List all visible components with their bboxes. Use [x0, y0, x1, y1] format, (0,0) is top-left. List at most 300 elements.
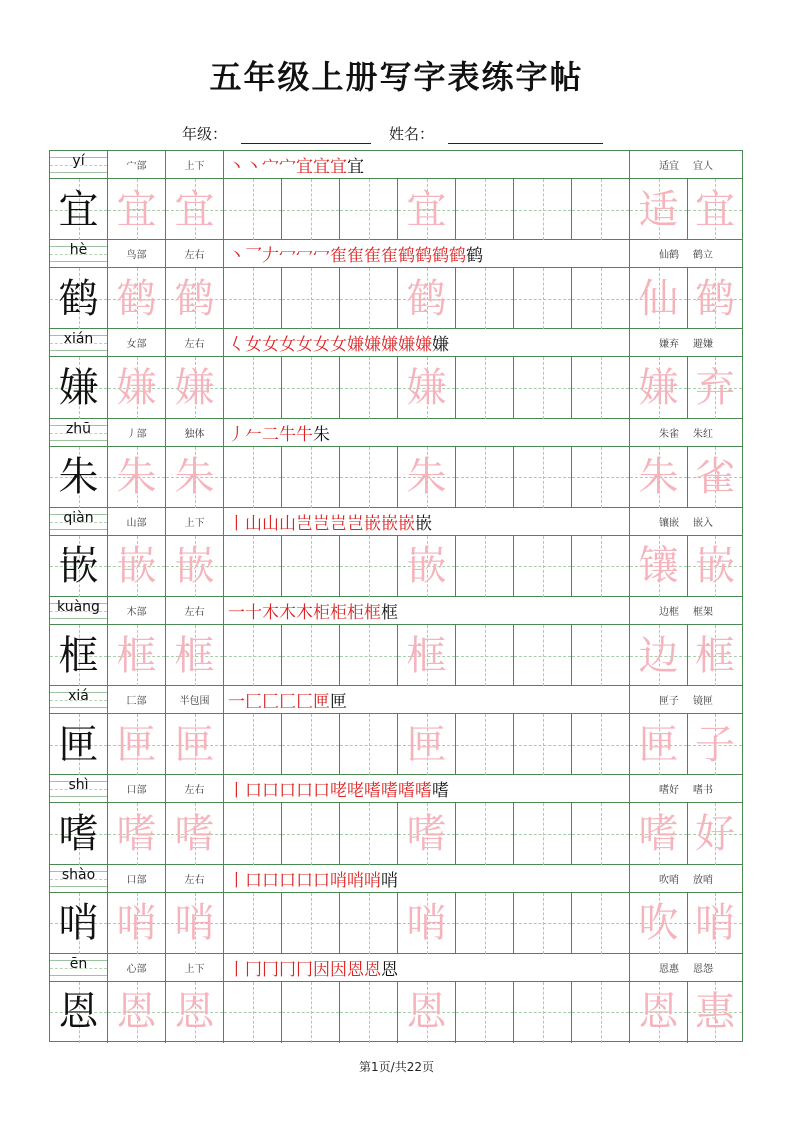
writing-grid-cell[interactable] [50, 536, 108, 597]
writing-grid-cell[interactable] [50, 803, 108, 864]
writing-grid-cell[interactable] [224, 625, 282, 686]
writing-grid-cell[interactable] [456, 982, 514, 1043]
stroke-step: 嵌 [381, 513, 398, 534]
trace-character: 朱 [406, 454, 447, 501]
writing-grid-cell[interactable] [456, 357, 514, 418]
structure: 左右 [166, 775, 224, 802]
writing-grid-cell[interactable] [456, 268, 514, 329]
writing-grid-cell[interactable] [166, 447, 224, 508]
writing-grid-cell[interactable] [456, 803, 514, 864]
writing-grid-cell[interactable] [166, 536, 224, 597]
model-character: 嗜 [58, 810, 99, 857]
stroke-step: 柜 [313, 603, 330, 623]
stroke-step: 岂 [330, 513, 347, 534]
writing-grid-cell[interactable] [166, 357, 224, 418]
stroke-step: 女 [330, 335, 347, 356]
stroke-step: 鹤 [415, 246, 432, 267]
writing-grid-cell[interactable] [166, 982, 224, 1043]
stroke-step: 丿 [228, 424, 245, 445]
pinyin: zhū [65, 420, 92, 437]
structure: 独体 [166, 419, 224, 446]
writing-grid-cell[interactable] [166, 714, 224, 775]
writing-grid-cell[interactable] [630, 893, 688, 954]
example-words [630, 954, 742, 981]
writing-grid-cell[interactable] [398, 447, 456, 508]
writing-grid-cell[interactable] [630, 536, 688, 597]
grade-label: 年级： [181, 125, 227, 143]
writing-grid-cell[interactable] [688, 982, 742, 1043]
writing-grid-cell[interactable] [340, 625, 398, 686]
stroke-step: 嫌 [415, 335, 432, 356]
stroke-step: 丶 [228, 246, 245, 267]
writing-grid-cell[interactable] [514, 447, 572, 508]
example-word: 吹哨 [659, 874, 679, 886]
stroke-order [224, 329, 630, 356]
word-trace-1: 适 [638, 186, 679, 233]
model-character: 鹤 [58, 275, 99, 322]
writing-grid-cell[interactable] [340, 268, 398, 329]
writing-grid-cell[interactable] [572, 893, 630, 954]
character-block [50, 508, 742, 597]
writing-grid-cell[interactable] [514, 357, 572, 418]
writing-grid-cell[interactable] [340, 803, 398, 864]
writing-grid-cell[interactable] [224, 893, 282, 954]
writing-row [50, 803, 742, 864]
pinyin: xián [63, 331, 94, 348]
stroke-step: 哨 [364, 870, 381, 891]
model-character: 哨 [58, 900, 99, 947]
writing-grid-cell[interactable] [572, 714, 630, 775]
writing-grid-cell[interactable] [166, 803, 224, 864]
example-word: 嵌入 [693, 517, 713, 529]
pinyin-cell [50, 508, 108, 535]
writing-grid-cell[interactable] [50, 268, 108, 329]
stroke-step: 丨 [228, 513, 245, 534]
writing-grid-cell[interactable] [456, 625, 514, 686]
writing-grid-cell[interactable] [688, 893, 742, 954]
info-row [50, 329, 742, 357]
pinyin-cell [50, 686, 108, 713]
stroke-step: 山 [279, 513, 296, 534]
stroke-step: 隺 [330, 246, 347, 267]
stroke-step: 宜 [347, 157, 364, 177]
stroke-step: 口 [296, 870, 313, 891]
example-word: 放哨 [693, 874, 713, 886]
writing-grid-cell[interactable] [456, 179, 514, 240]
writing-grid-cell[interactable] [224, 982, 282, 1043]
writing-grid-cell[interactable] [630, 803, 688, 864]
stroke-step: 隺 [381, 246, 398, 267]
example-word: 恩惠 [659, 963, 679, 975]
stroke-step: 牛 [296, 424, 313, 445]
writing-grid-cell[interactable] [514, 536, 572, 597]
example-word: 嫌弃 [659, 339, 679, 351]
word-trace-2: 框 [695, 632, 735, 679]
stroke-step: 冖 [313, 246, 330, 267]
stroke-step: 丨 [228, 959, 245, 980]
writing-grid-cell[interactable] [630, 982, 688, 1043]
model-character: 嵌 [58, 543, 99, 590]
pinyin: shì [68, 777, 89, 794]
word-trace-2: 好 [695, 810, 735, 857]
writing-grid-cell[interactable] [108, 625, 166, 686]
writing-grid-cell[interactable] [572, 803, 630, 864]
trace-character: 嫌 [116, 364, 157, 411]
model-character: 恩 [58, 989, 99, 1036]
word-trace-2: 宜 [695, 186, 735, 233]
stroke-step: 嗜 [364, 781, 381, 802]
writing-grid-cell[interactable] [456, 447, 514, 508]
writing-grid-cell[interactable] [282, 714, 340, 775]
writing-grid-cell[interactable] [166, 268, 224, 329]
trace-character: 嵌 [116, 543, 157, 590]
stroke-step: 丶 [228, 157, 245, 177]
stroke-step: 岂 [296, 513, 313, 534]
writing-grid-cell[interactable] [166, 625, 224, 686]
writing-grid-cell[interactable] [340, 357, 398, 418]
radical: 女部 [108, 329, 166, 356]
stroke-step: 口 [262, 781, 279, 802]
writing-grid-cell[interactable] [282, 625, 340, 686]
writing-grid-cell[interactable] [224, 803, 282, 864]
writing-grid-cell[interactable] [224, 714, 282, 775]
stroke-step: 匚 [279, 692, 296, 713]
writing-grid-cell[interactable] [340, 893, 398, 954]
writing-grid-cell[interactable] [50, 893, 108, 954]
writing-grid-cell[interactable] [572, 357, 630, 418]
writing-grid-cell[interactable] [514, 179, 572, 240]
writing-grid-cell[interactable] [282, 447, 340, 508]
stroke-step: 哨 [330, 870, 347, 891]
writing-grid-cell[interactable] [572, 625, 630, 686]
stroke-step: 嗜 [415, 781, 432, 802]
word-trace-1: 朱 [638, 454, 679, 501]
trace-character: 宜 [406, 186, 447, 233]
stroke-step: 冖 [279, 246, 296, 267]
writing-grid-cell[interactable] [456, 893, 514, 954]
writing-grid-cell[interactable] [224, 357, 282, 418]
example-words [630, 597, 742, 624]
stroke-step: 嫌 [347, 335, 364, 356]
stroke-step: 女 [262, 335, 279, 356]
writing-grid-cell[interactable] [688, 536, 742, 597]
trace-character: 框 [406, 632, 447, 679]
stroke-order [224, 419, 630, 446]
writing-grid-cell[interactable] [50, 625, 108, 686]
stroke-step: 女 [245, 335, 262, 356]
pinyin: ēn [69, 955, 88, 972]
stroke-order [224, 240, 630, 267]
radical: 口部 [108, 775, 166, 802]
word-trace-2: 哨 [695, 900, 735, 947]
word-trace-1: 嫌 [638, 364, 679, 411]
radical: 山部 [108, 508, 166, 535]
example-words [630, 775, 742, 802]
writing-grid-cell[interactable] [282, 536, 340, 597]
writing-grid-cell[interactable] [398, 803, 456, 864]
stroke-step: 山 [245, 513, 262, 534]
writing-grid-cell[interactable] [224, 179, 282, 240]
trace-character: 框 [116, 632, 157, 679]
writing-grid-cell[interactable] [398, 357, 456, 418]
writing-grid-cell[interactable] [398, 893, 456, 954]
stroke-step: 朱 [313, 424, 330, 445]
writing-grid-cell[interactable] [108, 357, 166, 418]
word-trace-1: 恩 [638, 989, 679, 1036]
stroke-step: 𠂇 [262, 246, 279, 267]
writing-grid-cell[interactable] [224, 536, 282, 597]
writing-grid-cell[interactable] [282, 179, 340, 240]
stroke-step: 咾 [330, 781, 347, 802]
example-words [630, 419, 742, 446]
writing-grid-cell[interactable] [108, 179, 166, 240]
word-trace-2: 子 [695, 721, 735, 768]
writing-row [50, 536, 742, 597]
character-block [50, 686, 742, 775]
trace-character: 宜 [174, 186, 215, 233]
writing-grid-cell[interactable] [572, 982, 630, 1043]
stroke-step: 鹤 [398, 246, 415, 267]
stroke-step: 嗜 [432, 781, 449, 802]
stroke-step: 丨 [228, 870, 245, 891]
pinyin: qiàn [63, 509, 94, 526]
stroke-order [224, 865, 630, 892]
example-word: 镜匣 [693, 696, 713, 708]
stroke-step: 嫌 [381, 335, 398, 356]
radical: 宀部 [108, 151, 166, 178]
stroke-step: 嫌 [398, 335, 415, 356]
writing-grid-cell[interactable] [572, 179, 630, 240]
trace-character: 鹤 [174, 275, 215, 322]
stroke-step: 口 [313, 781, 330, 802]
info-row [50, 240, 742, 268]
radical: 口部 [108, 865, 166, 892]
stroke-step: 口 [262, 870, 279, 891]
info-row [50, 508, 742, 536]
pinyin: shào [61, 866, 96, 883]
stroke-step: 柜 [330, 603, 347, 623]
writing-grid-cell[interactable] [514, 982, 572, 1043]
word-trace-2: 鹤 [695, 275, 735, 322]
page-title: 五年级上册写字表练字帖 [209, 58, 584, 96]
writing-grid-cell[interactable] [50, 982, 108, 1043]
info-row [50, 686, 742, 714]
writing-grid-cell[interactable] [630, 625, 688, 686]
writing-grid-cell[interactable] [224, 268, 282, 329]
example-word: 嗜好 [659, 785, 679, 797]
pinyin-cell [50, 151, 108, 178]
stroke-step: 岂 [313, 513, 330, 534]
character-block [50, 597, 742, 686]
stroke-step: 乛 [245, 246, 262, 267]
writing-grid-cell[interactable] [514, 893, 572, 954]
stroke-step: 宜 [296, 157, 313, 177]
writing-grid-cell[interactable] [398, 268, 456, 329]
writing-grid-cell[interactable] [108, 268, 166, 329]
example-word: 仙鹤 [659, 250, 679, 262]
trace-character: 嗜 [116, 810, 157, 857]
trace-character: 嫌 [174, 364, 215, 411]
stroke-step: 冂 [279, 959, 296, 980]
example-word: 朱雀 [659, 428, 679, 440]
example-words [630, 686, 742, 713]
writing-grid-cell[interactable] [224, 447, 282, 508]
writing-grid-cell[interactable] [630, 179, 688, 240]
stroke-step: 宀 [262, 157, 279, 177]
stroke-step: 口 [279, 781, 296, 802]
word-trace-1: 嗜 [638, 810, 679, 857]
stroke-step: 嵌 [364, 513, 381, 534]
word-trace-1: 吹 [638, 900, 679, 947]
writing-grid-cell[interactable] [514, 268, 572, 329]
writing-grid-cell[interactable] [282, 893, 340, 954]
writing-grid-cell[interactable] [108, 536, 166, 597]
character-block [50, 954, 742, 1043]
writing-grid-cell[interactable] [340, 447, 398, 508]
stroke-step: 匚 [262, 692, 279, 713]
writing-grid-cell[interactable] [688, 447, 742, 508]
writing-grid-cell[interactable] [398, 714, 456, 775]
writing-grid-cell[interactable] [630, 447, 688, 508]
trace-character: 匣 [174, 721, 215, 768]
writing-grid-cell[interactable] [398, 536, 456, 597]
name-blank[interactable] [448, 127, 603, 144]
grade-blank[interactable] [241, 127, 371, 144]
writing-grid-cell[interactable] [50, 447, 108, 508]
writing-grid-cell[interactable] [688, 714, 742, 775]
writing-grid-cell[interactable] [572, 268, 630, 329]
radical: 鸟部 [108, 240, 166, 267]
writing-grid-cell[interactable] [282, 803, 340, 864]
model-character: 朱 [58, 454, 99, 501]
stroke-step: 木 [296, 603, 313, 623]
writing-row [50, 893, 742, 954]
stroke-step: 匚 [296, 692, 313, 713]
stroke-step: 宜 [330, 157, 347, 177]
writing-row [50, 982, 742, 1043]
trace-character: 框 [174, 632, 215, 679]
writing-grid-cell[interactable] [688, 803, 742, 864]
word-trace-1: 仙 [638, 275, 679, 322]
stroke-step: 丶 [245, 157, 262, 177]
structure: 半包围 [166, 686, 224, 713]
writing-grid-cell[interactable] [166, 893, 224, 954]
writing-grid-cell[interactable] [572, 536, 630, 597]
writing-grid-cell[interactable] [282, 268, 340, 329]
example-words [630, 508, 742, 535]
writing-grid-cell[interactable] [630, 268, 688, 329]
writing-grid-cell[interactable] [340, 714, 398, 775]
character-block [50, 151, 742, 240]
radical: 木部 [108, 597, 166, 624]
trace-character: 恩 [406, 989, 447, 1036]
writing-grid-cell[interactable] [50, 179, 108, 240]
stroke-step: 一 [228, 692, 245, 713]
writing-grid-cell[interactable] [630, 714, 688, 775]
writing-grid-cell[interactable] [688, 357, 742, 418]
writing-grid-cell[interactable] [398, 179, 456, 240]
word-trace-1: 边 [638, 632, 679, 679]
info-row [50, 775, 742, 803]
writing-grid-cell[interactable] [514, 803, 572, 864]
stroke-step: 𠂉 [245, 424, 262, 445]
stroke-step: 口 [245, 870, 262, 891]
writing-grid-cell[interactable] [514, 625, 572, 686]
trace-character: 匣 [406, 721, 447, 768]
writing-grid-cell[interactable] [108, 714, 166, 775]
word-trace-1: 镶 [638, 543, 679, 590]
writing-grid-cell[interactable] [630, 357, 688, 418]
info-row [50, 954, 742, 982]
practice-sheet [49, 150, 743, 1042]
writing-grid-cell[interactable] [688, 179, 742, 240]
writing-grid-cell[interactable] [514, 714, 572, 775]
writing-grid-cell[interactable] [108, 447, 166, 508]
structure: 上下 [166, 151, 224, 178]
writing-grid-cell[interactable] [340, 536, 398, 597]
trace-character: 嵌 [406, 543, 447, 590]
stroke-step: 山 [262, 513, 279, 534]
writing-grid-cell[interactable] [108, 803, 166, 864]
trace-character: 宜 [116, 186, 157, 233]
page-number: 第1页/共22页 [359, 1060, 434, 1074]
pinyin: xiá [68, 688, 89, 705]
writing-grid-cell[interactable] [108, 982, 166, 1043]
info-row [50, 597, 742, 625]
pinyin-cell [50, 240, 108, 267]
word-trace-2: 雀 [695, 454, 735, 501]
stroke-step: 木 [262, 603, 279, 623]
writing-grid-cell[interactable] [340, 982, 398, 1043]
stroke-step: 木 [279, 603, 296, 623]
writing-grid-cell[interactable] [456, 536, 514, 597]
stroke-step: 恩 [381, 959, 398, 980]
example-word: 避嫌 [693, 339, 713, 351]
writing-grid-cell[interactable] [456, 714, 514, 775]
pinyin-cell [50, 329, 108, 356]
trace-character: 哨 [406, 900, 447, 947]
stroke-step: 框 [381, 603, 398, 623]
stroke-step: 冂 [296, 959, 313, 980]
pinyin: yí [72, 153, 85, 169]
writing-grid-cell[interactable] [50, 714, 108, 775]
info-row [50, 419, 742, 447]
writing-grid-cell[interactable] [398, 625, 456, 686]
writing-grid-cell[interactable] [398, 982, 456, 1043]
stroke-step: 因 [330, 959, 347, 980]
student-info [0, 122, 793, 144]
example-words [630, 329, 742, 356]
stroke-step: 口 [296, 781, 313, 802]
example-word: 镶嵌 [659, 517, 679, 529]
writing-grid-cell[interactable] [282, 982, 340, 1043]
model-character: 宜 [58, 186, 99, 233]
writing-grid-cell[interactable] [108, 893, 166, 954]
example-word: 鹤立 [693, 250, 713, 262]
trace-character: 嫌 [406, 364, 447, 411]
writing-grid-cell[interactable] [282, 357, 340, 418]
word-trace-2: 嵌 [695, 543, 735, 590]
writing-grid-cell[interactable] [688, 625, 742, 686]
stroke-step: 十 [245, 603, 262, 623]
writing-grid-cell[interactable] [50, 357, 108, 418]
writing-grid-cell[interactable] [340, 179, 398, 240]
stroke-step: 恩 [364, 959, 381, 980]
writing-grid-cell[interactable] [166, 179, 224, 240]
example-word: 边框 [659, 607, 679, 618]
writing-grid-cell[interactable] [572, 447, 630, 508]
writing-grid-cell[interactable] [688, 268, 742, 329]
